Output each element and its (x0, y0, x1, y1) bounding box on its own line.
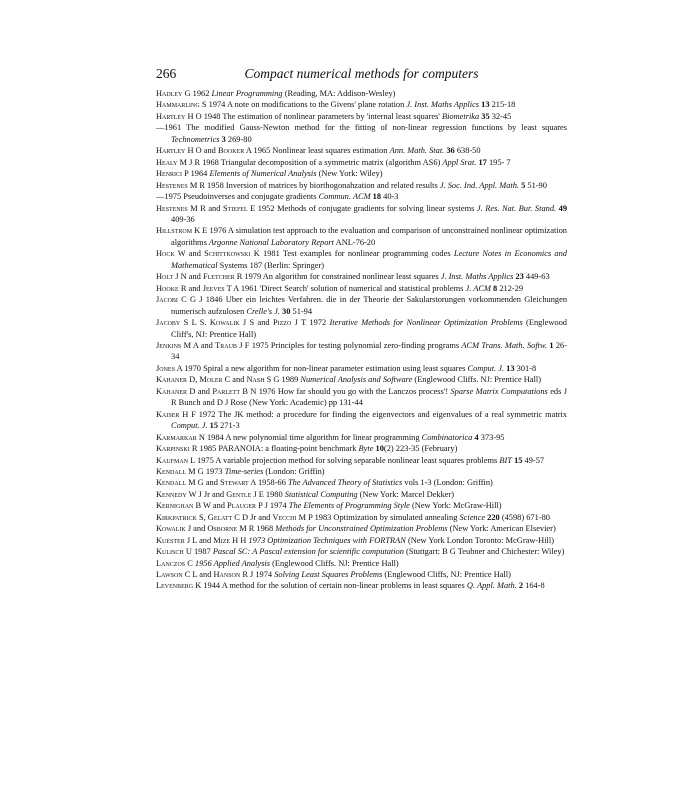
reference-title: Argonne National Laboratory Report (208, 237, 335, 247)
reference-text: 269-80 (225, 134, 252, 144)
reference-text: (Stuttgart: B G Teubner and Chichester: Wiley) (403, 547, 565, 557)
reference-author: Kuester (156, 535, 185, 545)
reference-author: Hock (156, 249, 175, 259)
reference-volume: 49 (558, 203, 568, 213)
reference-entry (156, 500, 567, 511)
reference-author: Kendall (156, 466, 187, 476)
reference-text: N 1984 A new polynomial time algorithm for linear programming (196, 432, 422, 442)
reference-author: Levenberg (156, 581, 194, 591)
reference-author: Jones (156, 363, 175, 373)
reference-text: (2) 223-35 (February) (383, 444, 458, 454)
reference-title: Elements of Numerical Analysis (209, 169, 317, 179)
reference-volume: 13 (481, 100, 490, 110)
reference-text: 26-34 (171, 340, 568, 362)
reference-text: (New York: Marcel Dekker) (357, 489, 455, 499)
reference-title: Crelle's J. (246, 306, 280, 316)
reference-title: Time-series (224, 466, 264, 476)
reference-entry (156, 191, 567, 202)
reference-author: Kulisch (156, 547, 184, 557)
reference-entry (156, 180, 567, 191)
reference-title: Biometrika (441, 111, 480, 121)
reference-volume: 15 (209, 421, 218, 431)
reference-text: (Reading, MA: Addison-Wesley) (282, 89, 396, 98)
reference-title: Byte (358, 444, 374, 454)
reference-entry (156, 409, 567, 432)
reference-text: J T 1972 (291, 318, 330, 328)
reference-entry (156, 546, 567, 557)
reference-text: M G and (186, 478, 221, 488)
reference-title: Science (459, 512, 486, 522)
reference-author: Kirkpatrick (156, 512, 197, 522)
reference-title: ACM Trans. Math. Softw. (461, 340, 548, 350)
reference-text: W J Jr and (186, 489, 227, 499)
reference-author: Jacoby (156, 318, 181, 328)
reference-title: Q. Appl. Math. (466, 581, 517, 591)
reference-text: 51-94 (290, 306, 313, 316)
reference-title: Comput. J. (171, 421, 208, 431)
reference-title: Comput. J. (467, 363, 505, 373)
reference-volume: 10 (375, 444, 384, 454)
reference-text: W and (174, 249, 205, 259)
reference-author: Kahaner (156, 386, 188, 396)
reference-text: S, (196, 512, 208, 522)
reference-title: Statistical Computing (284, 489, 358, 499)
reference-title: 1956 Applied Analysis (194, 558, 270, 568)
reference-text: U 1987 (183, 547, 213, 557)
reference-author: Lanczos (156, 558, 186, 568)
reference-text: H H (230, 535, 249, 545)
reference-text: A 1965 Nonlinear least squares estimation (244, 146, 390, 156)
reference-text: P 1964 (182, 169, 210, 179)
reference-entry (156, 122, 567, 145)
reference-author: Jeeves (202, 283, 225, 293)
reference-author: Hartley (156, 146, 186, 156)
reference-author: Mize (213, 535, 231, 545)
reference-text: (New York: American Elsevier) (447, 524, 556, 534)
reference-text: 195- 7 (486, 157, 511, 167)
reference-entry (156, 580, 567, 591)
reference-text: K 1944 A method for the solution of certain non-linear problems in least squares (193, 581, 467, 591)
reference-text: C G J 1846 Uber ein leichtes Verfahren. die in der Theorie der Sakularstorungen vorkommenden Gleichungen numerisch aufzulosen (171, 295, 567, 316)
reference-text: (Englewood Cliffs. NJ: Prentice Hall) (269, 558, 399, 568)
reference-entry (156, 168, 567, 179)
reference-text: (New York London Toronto: McGraw-Hill) (405, 535, 554, 545)
reference-text: H O and (185, 146, 218, 156)
reference-text: 409-36 (171, 214, 195, 224)
reference-author: Lawson (156, 570, 183, 580)
reference-title: BIT (499, 455, 512, 465)
reference-title: Linear Programming (211, 89, 283, 98)
reference-text: B W and (193, 501, 228, 511)
reference-text: (New York: Wiley) (316, 169, 383, 179)
reference-text: T A 1961 'Direct Search' solution of numerical and statistical problems (224, 283, 466, 293)
reference-author: Parlett (212, 386, 240, 396)
reference-text: K E 1976 A simulation test approach to the evaluation and comparison of unconstrained nonlinear optimization algorithms (171, 226, 567, 247)
reference-volume: 2 (518, 581, 524, 591)
reference-text: C L and (182, 570, 214, 580)
reference-author: Hanson (213, 570, 241, 580)
reference-title: Solving Least Squares Problems (274, 570, 383, 580)
reference-volume: 30 (282, 306, 291, 316)
reference-entry (156, 203, 567, 226)
reference-author: Kowalik (209, 318, 240, 328)
reference-text: 449-63 (523, 272, 550, 282)
reference-text: M P 1983 Optimization by simulated annealing (296, 512, 460, 522)
reference-author: Healy (156, 157, 178, 167)
reference-entry (156, 271, 567, 282)
reference-text: ANL-76-20 (334, 237, 376, 247)
reference-title: Pascal SC: A Pascal extension for scientific computation (212, 547, 404, 557)
reference-author: Hillstrom (156, 226, 193, 236)
reference-author: Jacobi (156, 295, 178, 305)
reference-entry (156, 340, 567, 363)
reference-text: eds J R Bunch and D J Rose (New York: Academic) pp 131-44 (171, 386, 567, 408)
reference-title: Commun. ACM (318, 192, 371, 202)
reference-entry (156, 111, 567, 122)
reference-author: Stiefel (222, 203, 248, 213)
page-number: 266 (156, 66, 177, 81)
reference-title: Appl Srat. (442, 157, 477, 167)
reference-text: (Englewood Cliff's, NJ: Prentice Hall) (171, 318, 567, 339)
reference-author: Karmarkar (156, 432, 197, 442)
reference-author: Hammarling (156, 100, 200, 110)
reference-volume: 3 (221, 134, 226, 144)
reference-text: K 1981 Test examples for nonlinear programming codes (250, 249, 454, 259)
reference-text: R and (178, 283, 203, 293)
reference-title: J. Soc. Ind. Appl. Math. (439, 180, 520, 190)
reference-volume: 220 (487, 512, 500, 522)
reference-entry (156, 443, 567, 454)
reference-text: H F 1972 The JK method: a procedure for finding the eigenvectors and eigenvalues of a real symmetric matrix (179, 409, 567, 419)
reference-volume: 35 (481, 111, 490, 121)
reference-author: Hooke (156, 283, 179, 293)
reference-author: Traub (215, 340, 237, 350)
reference-title: Technometrics (171, 134, 220, 144)
reference-author: Plauger (227, 501, 257, 511)
reference-author: Pizzo (272, 318, 292, 328)
reference-author: Kernighan (156, 501, 194, 511)
reference-text: S 1974 A note on modifications to the Givens' plane rotation (199, 100, 407, 110)
reference-entry (156, 248, 567, 271)
reference-entry (156, 386, 567, 409)
reference-title: Iterative Methods for Nonlinear Optimization Problems (329, 318, 523, 328)
reference-text: D, (187, 375, 200, 385)
reference-text: M R 1968 (237, 524, 276, 534)
reference-author: Schittkowski (204, 249, 251, 259)
reference-title: The Advanced Theory of Statistics (287, 478, 403, 488)
reference-text: —1961 The modified Gauss-Newton method for the fitting of non-linear regression functions by least squares (156, 123, 567, 133)
reference-text: (4598) 671-80 (499, 512, 550, 522)
reference-title: Numerical Analysis and Software (300, 375, 413, 385)
reference-author: Kaiser (156, 409, 180, 419)
reference-title: Methods for Unconstrained Optimization Problems (275, 524, 448, 534)
reference-text: M R 1958 Inversion of matrices by biorthogonahzation and related results (187, 180, 440, 190)
reference-title: J. ACM (465, 283, 491, 293)
reference-list (156, 88, 567, 592)
reference-author: Kowalik (156, 524, 186, 534)
reference-author: Osborne (207, 524, 238, 534)
reference-text: 212-29 (497, 283, 524, 293)
reference-text: P J 1974 (256, 501, 289, 511)
reference-text: 32-45 (489, 111, 512, 121)
reference-author: Gelatt (207, 512, 233, 522)
reference-entry (156, 294, 567, 317)
reference-entry (156, 317, 567, 340)
reference-volume: 5 (521, 180, 526, 190)
reference-text: C (185, 558, 195, 568)
reference-volume: 8 (493, 283, 498, 293)
reference-author: Gentle (226, 489, 252, 499)
reference-entry (156, 99, 567, 110)
reference-text: 51-90 (525, 180, 547, 190)
reference-volume: 13 (506, 363, 515, 373)
reference-author: Kennedy (156, 489, 187, 499)
reference-author: Karpinski (156, 444, 190, 454)
reference-author: Kendall (156, 478, 187, 488)
reference-text: (New York: McGraw-Hill) (409, 501, 502, 511)
reference-text: R 1985 PARANOIA: a floating-point benchmark (189, 444, 359, 454)
reference-entry (156, 489, 567, 500)
book-page (156, 66, 567, 592)
reference-text: (London: Griffin) (263, 466, 325, 476)
reference-text: J and (185, 524, 208, 534)
reference-text: —1975 Pseudoinverses and conjugate gradients (156, 192, 319, 202)
reference-author: Moler (199, 375, 223, 385)
reference-author: Vecchi (272, 512, 297, 522)
reference-entry (156, 225, 567, 248)
reference-author: Stewart (220, 478, 249, 488)
reference-text: J F 1975 Principles for testing polynomial zero-finding programs (236, 340, 462, 350)
reference-text: B N 1976 How far should you go with the Lanczos process'! (239, 386, 451, 396)
reference-title: Sparse Matrix Computations (450, 386, 548, 396)
reference-title: Combinatorica (421, 432, 473, 442)
reference-author: Kahaner (156, 375, 188, 385)
reference-text: H O 1948 The estimation of nonlinear parameters by 'internal least squares' (185, 111, 442, 121)
reference-text: M A and (181, 340, 216, 350)
reference-text: 638-50 (454, 146, 481, 156)
reference-text: R J 1974 (240, 570, 275, 580)
reference-title: J. Inst. Maths Applics (406, 100, 480, 110)
reference-text: 271-3 (218, 421, 240, 431)
reference-text: A 1958-66 (248, 478, 288, 488)
reference-entry (156, 145, 567, 156)
reference-author: Hadley (156, 89, 183, 98)
reference-entry (156, 466, 567, 477)
reference-text: 40-3 (381, 192, 399, 202)
reference-author: Fletcher (202, 272, 235, 282)
reference-entry (156, 374, 567, 385)
reference-text: M R and (187, 203, 223, 213)
reference-entry (156, 157, 567, 168)
reference-text: J L and (184, 535, 214, 545)
reference-author: Kaufman (156, 455, 189, 465)
reference-entry (156, 432, 567, 443)
reference-text: D and (187, 386, 213, 396)
reference-text: S L S. (180, 318, 210, 328)
reference-entry (156, 477, 567, 488)
reference-text: vols 1-3 (London: Griffin) (402, 478, 493, 488)
reference-title: J. Inst. Maths Applics (440, 272, 514, 282)
reference-text: 215-18 (489, 100, 516, 110)
reference-text: C and (222, 375, 247, 385)
reference-title: Lecture Notes in Economics and Mathematical (171, 249, 567, 270)
reference-text: L 1975 A variable projection method for solving separable nonlinear least squares problems (188, 455, 500, 465)
reference-text: J S and (239, 318, 273, 328)
reference-text: Systems 187 (Berlin: Springer) (217, 260, 325, 270)
reference-text: A 1970 Spiral a new algorithm for non-linear parameter estimation using least squares (174, 363, 468, 373)
reference-volume: 17 (478, 157, 487, 167)
reference-text: R 1979 An algorithm for constrained nonlinear least squares (234, 272, 441, 282)
reference-text: (Englewood Cliffs. NJ: Prentice Hall) (412, 375, 542, 385)
reference-volume: 15 (514, 455, 523, 465)
reference-author: Hestenes (156, 203, 188, 213)
reference-entry (156, 363, 567, 374)
reference-volume: 18 (372, 192, 382, 202)
reference-entry (156, 88, 567, 99)
reference-entry (156, 512, 567, 523)
reference-entry (156, 535, 567, 546)
reference-author: Hestenes (156, 180, 188, 190)
reference-title: J. Res. Nat. Bur. Stand. (476, 203, 557, 213)
reference-text: (Englewood Cliffs, NJ: Prentice Hall) (382, 570, 511, 580)
reference-volume: 36 (446, 146, 455, 156)
reference-entry (156, 558, 567, 569)
reference-text: J N and (173, 272, 203, 282)
reference-author: Nash (246, 375, 265, 385)
reference-text: 164-8 (523, 581, 545, 591)
book-title: Compact numerical methods for computers (244, 66, 479, 81)
reference-entry (156, 455, 567, 466)
reference-text: M G 1973 (186, 466, 225, 476)
reference-text: E 1952 Methods of conjugate gradients for solving linear systems (247, 203, 477, 213)
reference-entry (156, 283, 567, 294)
reference-text: M J R 1968 Triangular decomposition of a symmetric matrix (algorithm AS6) (177, 157, 443, 167)
reference-entry (156, 523, 567, 534)
reference-text: G 1962 (182, 89, 212, 98)
reference-text: J E 1980 (251, 489, 285, 499)
reference-volume: 1 (549, 340, 554, 350)
reference-title: Ann. Math. Stat. (389, 146, 445, 156)
reference-author: Henrici (156, 169, 183, 179)
reference-volume: 4 (474, 432, 479, 442)
reference-author: Jenkins (156, 340, 182, 350)
reference-author: Hartley (156, 111, 186, 121)
reference-title: 1973 Optimization Techniques with FORTRAN (248, 535, 406, 545)
reference-text: S G 1989 (264, 375, 301, 385)
reference-volume: 23 (515, 272, 524, 282)
reference-title: The Elements of Programming Style (288, 501, 410, 511)
reference-author: Holt (156, 272, 174, 282)
running-head (156, 66, 567, 86)
reference-entry (156, 569, 567, 580)
reference-author: Booker (217, 146, 245, 156)
reference-text: C D Jr and (232, 512, 273, 522)
reference-text: 49-57 (522, 455, 545, 465)
reference-text: 301-8 (514, 363, 537, 373)
reference-text: 373-95 (478, 432, 505, 442)
